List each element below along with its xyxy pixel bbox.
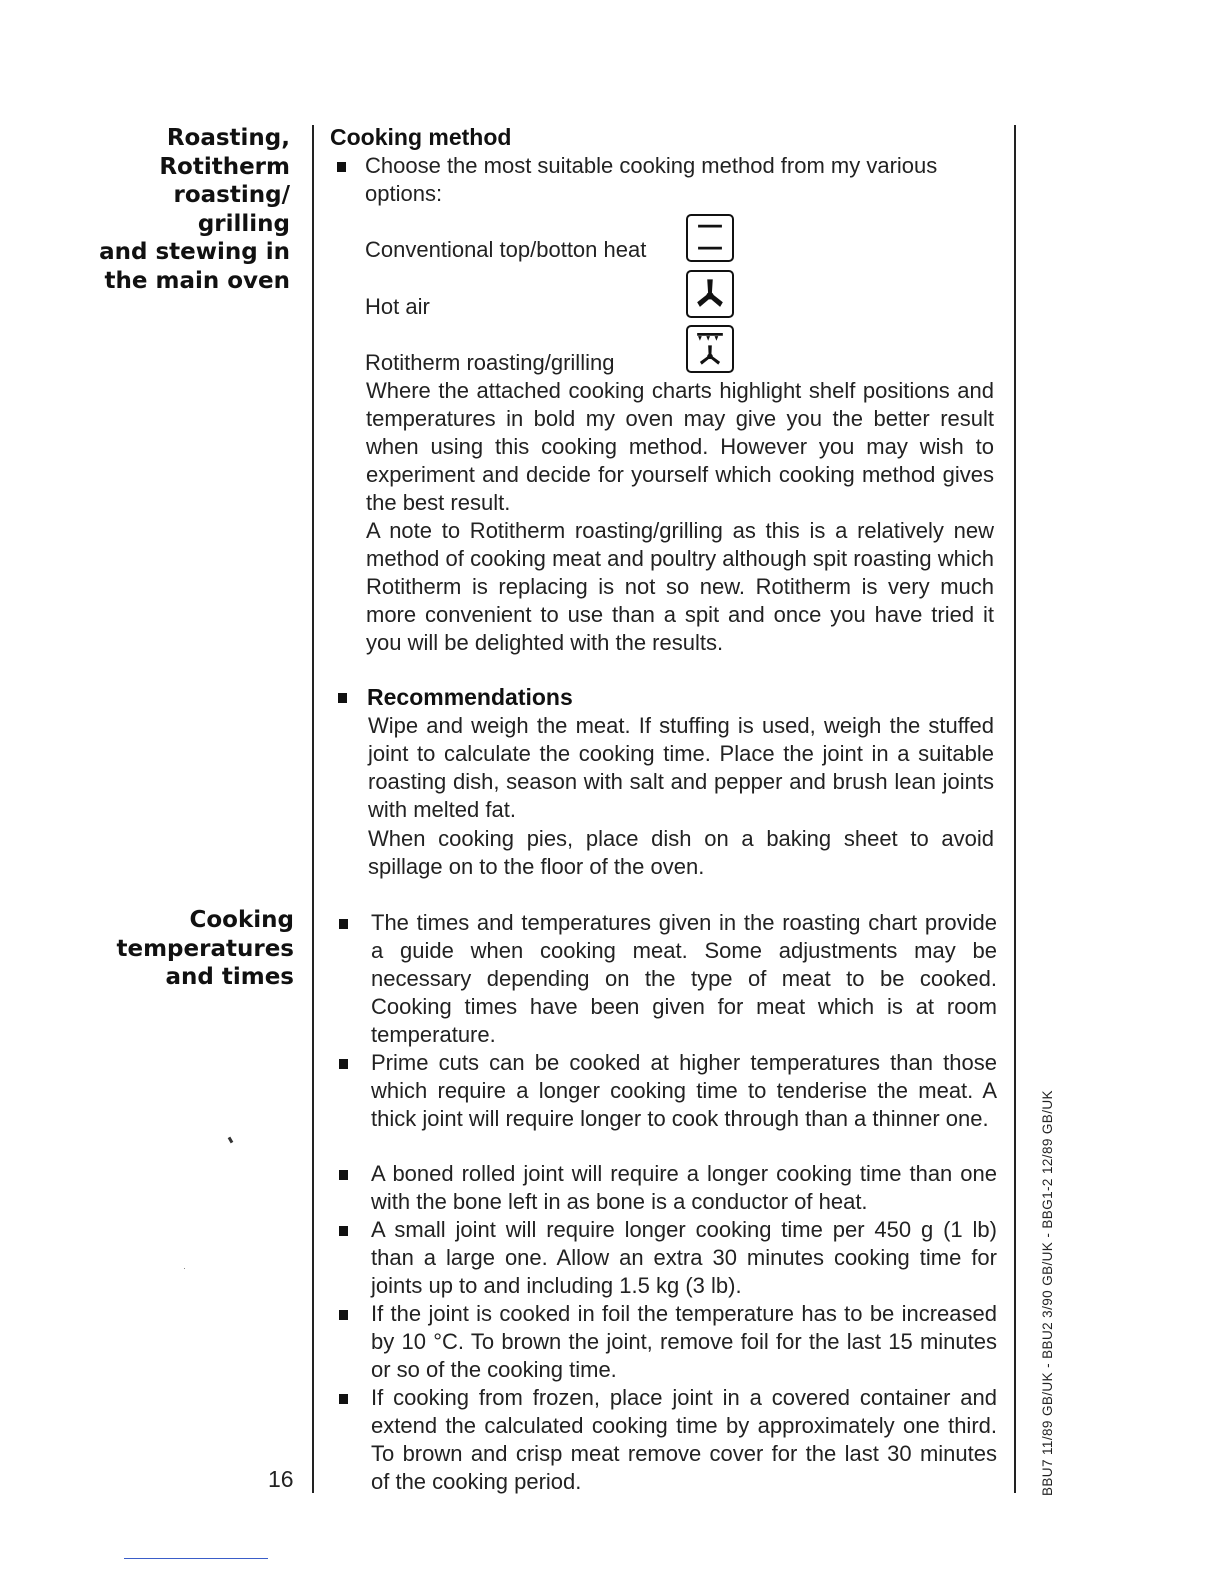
- rotitherm-grill-icon: [686, 325, 734, 373]
- heading-line: roasting/: [173, 182, 290, 208]
- page-number: 16: [268, 1466, 294, 1492]
- bullet-icon: [339, 1310, 348, 1320]
- recommendations-paragraph: Wipe and weigh the meat. If stuffing is used, weigh the stuffed joint to calculate the cooking time. Place the joint in a suitable roasting dish, season with salt and pepper and brush lean joints with melted fat.: [368, 713, 994, 822]
- bullet-icon: [339, 919, 348, 929]
- hot-air-fan-icon: [686, 270, 734, 318]
- recommendations-title: Recommendations: [367, 684, 573, 710]
- rotitherm-note-paragraph: A note to Rotitherm roasting/grilling as this is a relatively new method of cooking meat and poultry although spit roasting which Rotitherm is replacing is not so new. Rotitherm is very much more convenient to use than a spit and once you have tried it you will be delighted with the results.: [366, 518, 994, 655]
- bullet-icon: [339, 1170, 348, 1180]
- column-divider-left: [312, 125, 314, 1493]
- heading-line: temperatures: [116, 935, 294, 962]
- heading-line: grilling: [197, 210, 290, 237]
- heading-line: the main oven: [104, 267, 290, 294]
- list-item: Prime cuts can be cooked at higher temperatures than those which require a longer cooking time to tenderise the meat. A thick joint will require longer to cook through than a thinner one.: [371, 1050, 997, 1131]
- bullet-icon: [337, 162, 346, 172]
- cooking-method-intro: Choose the most suitable cooking method from my various options:: [365, 153, 938, 206]
- column-divider-right: [1014, 125, 1016, 1493]
- heading-line: Roasting,: [166, 125, 290, 151]
- method-conventional-label: Conventional top/botton heat: [365, 237, 647, 262]
- bullet-icon: [338, 693, 347, 703]
- section-heading-temperatures: [117, 906, 295, 992]
- cooking-method-paragraph: Where the attached cooking charts highlight shelf positions and temperatures in bold my oven may give you the better result when using this cooking method. However you may wish to experiment and decide for yourself which cooking method gives the best result.: [366, 378, 994, 515]
- list-item: If cooking from frozen, place joint in a covered container and extend the calculated cooking time by approximately one third. To brown and crisp meat remove cover for the last 30 minutes of the cooking period.: [371, 1385, 997, 1494]
- heading-line: Rotitherm: [159, 153, 290, 180]
- cooking-method-title: Cooking method: [330, 124, 512, 150]
- method-hot-air-label: Hot air: [365, 294, 430, 319]
- section-heading-roasting: [99, 124, 290, 295]
- stray-mark: [228, 1137, 234, 1144]
- conventional-heat-icon: [686, 214, 734, 262]
- bullet-icon: [339, 1394, 348, 1404]
- stray-dot: [184, 1268, 185, 1269]
- list-item: If the joint is cooked in foil the temperature has to be increased by 10 °C. To brown the joint, remove foil for the last 15 minutes or so of the cooking time.: [371, 1301, 997, 1382]
- bullet-icon: [339, 1059, 348, 1069]
- heading-line: and stewing in: [99, 239, 290, 265]
- recommendations-paragraph: When cooking pies, place dish on a baking sheet to avoid spillage on to the floor of the oven.: [368, 826, 994, 879]
- method-rotitherm-label: Rotitherm roasting/grilling: [365, 350, 615, 375]
- document-code: BBU7 11/89 GB/UK - BBU2 3/90 GB/UK - BBG1-2 12/89 GB/UK: [1040, 1090, 1055, 1496]
- list-item: The times and temperatures given in the roasting chart provide a guide when cooking meat. Some adjustments may be necessary depending on the type of meat to be cooked. Cooking times have been given for meat which is at room temperature.: [371, 910, 997, 1047]
- footer-rule: [124, 1558, 268, 1559]
- heading-line: Cooking: [189, 907, 294, 933]
- heading-line: and times: [165, 964, 294, 990]
- bullet-icon: [339, 1226, 348, 1236]
- list-item: A small joint will require longer cooking time per 450 g (1 lb) than a large one. Allow an extra 30 minutes cooking time for joints up to and including 1.5 kg (3 lb).: [371, 1217, 997, 1298]
- list-item: A boned rolled joint will require a longer cooking time than one with the bone left in as bone is a conductor of heat.: [371, 1161, 997, 1214]
